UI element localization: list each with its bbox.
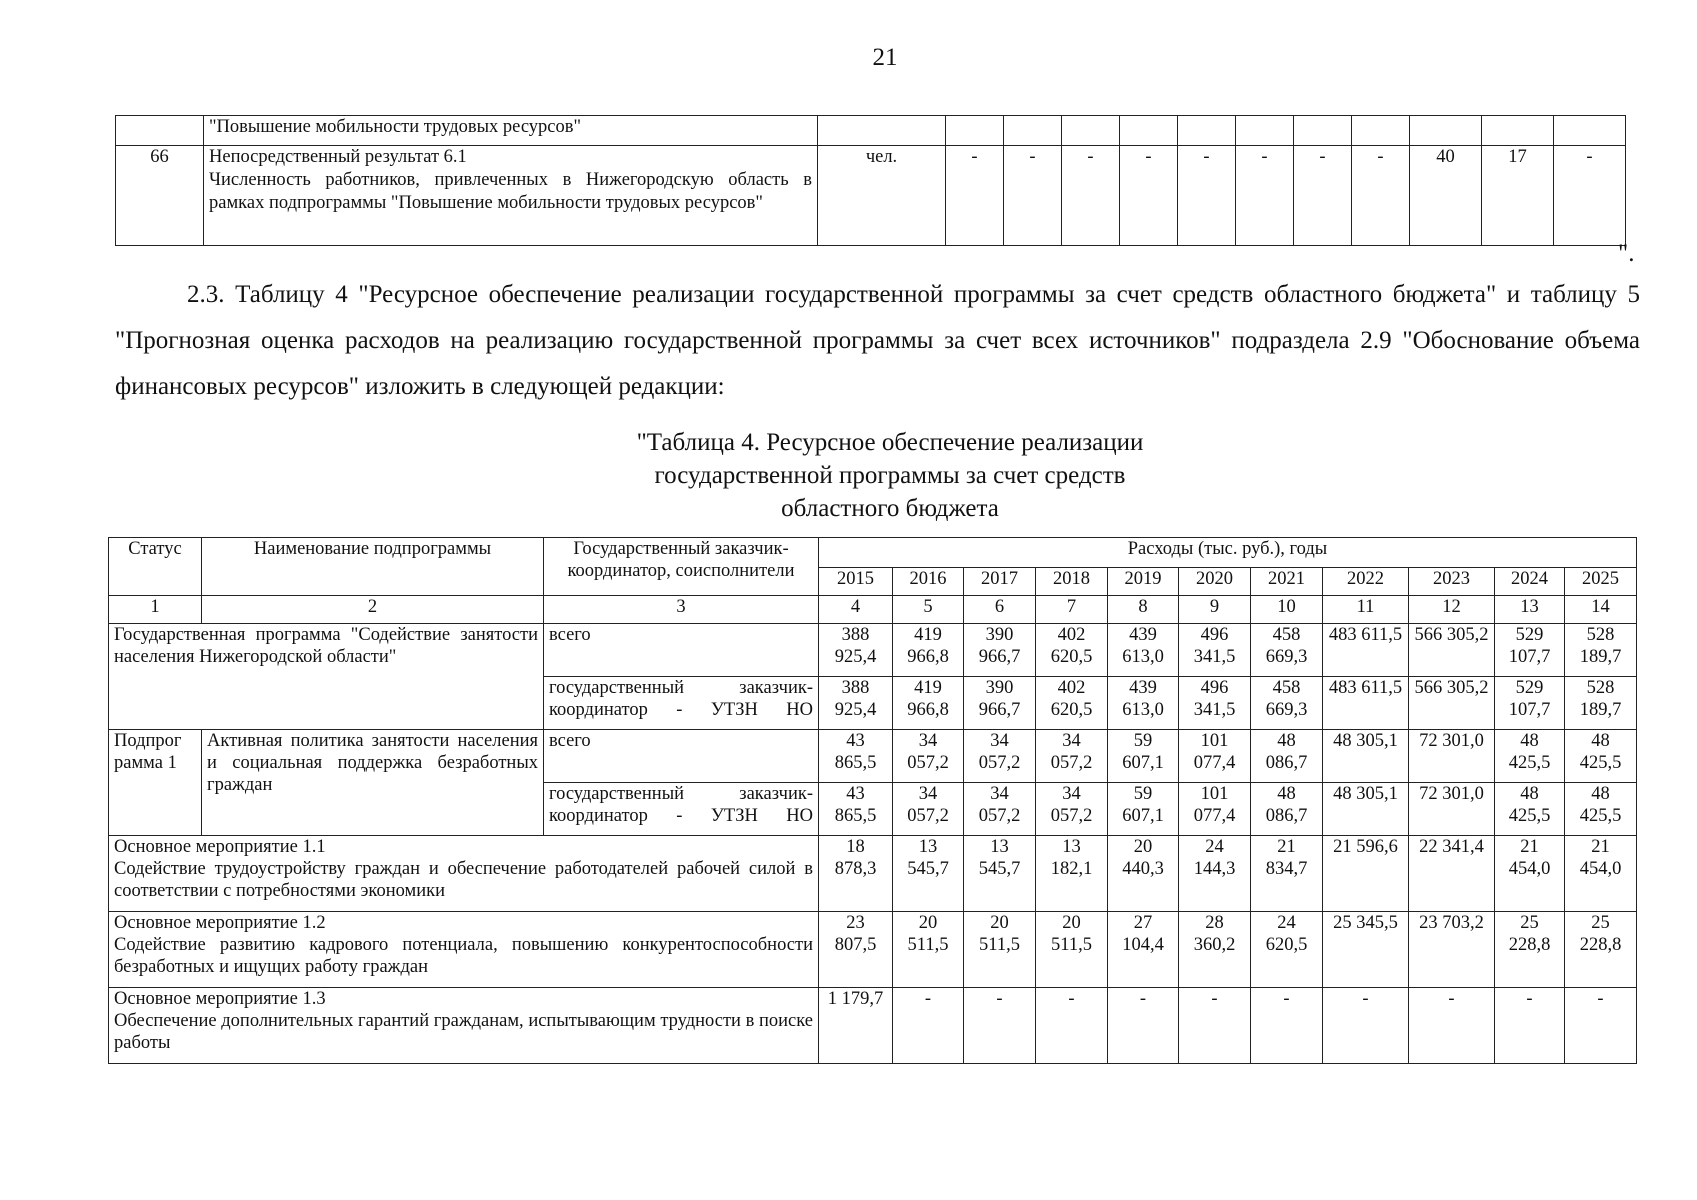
value-cell: 48 425,5: [1565, 730, 1637, 783]
value-cell: 21 596,6: [1323, 836, 1409, 912]
header-year: 2017: [964, 568, 1036, 596]
value-cell: 419 966,8: [893, 624, 964, 677]
table-row: [109, 836, 1637, 912]
body-paragraph: [115, 272, 1640, 410]
column-number: 13: [1495, 596, 1565, 624]
header-expenses: Расходы (тыс. руб.), годы: [819, 538, 1637, 568]
paragraph-text: 2.3. Таблицу 4 "Ресурсное обеспечение реализации государственной программы за счет средств областного бюджета" и таблицу 5 "Прогнозная оценка расходов на реализацию государственной программы за счет всех источников" подраздела 2.9 "Обоснование объема финансовых ресурсов" изложить в следующей редакции:: [115, 281, 1640, 400]
activity-cell: [109, 836, 819, 912]
value-cell: 25 228,8: [1495, 912, 1565, 988]
value-cell: 59 607,1: [1108, 783, 1179, 836]
value-cell: 566 305,2: [1409, 677, 1495, 730]
value-cell: -: [1409, 988, 1495, 1064]
value-cell: 24 620,5: [1251, 912, 1323, 988]
value-cell: 28 360,2: [1179, 912, 1251, 988]
value-cell: 402 620,5: [1036, 624, 1108, 677]
value-cell: 101 077,4: [1179, 730, 1251, 783]
unit-cell: чел.: [818, 146, 946, 246]
table-row: [109, 624, 1637, 677]
value-cell: 439 613,0: [1108, 624, 1179, 677]
value-cell: 20 511,5: [964, 912, 1036, 988]
customer-cell: государственный заказчик-координатор - УТЗН НО: [544, 783, 819, 836]
header-status: Статус: [109, 538, 202, 596]
value-cell: -: [1062, 146, 1120, 246]
subprogram-name: Активная политика занятости населения и социальная поддержка безработных граждан: [202, 730, 544, 836]
value-cell: 24 144,3: [1179, 836, 1251, 912]
column-number: 1: [109, 596, 202, 624]
header-row: [109, 538, 1637, 568]
header-year: 2016: [893, 568, 964, 596]
page-number: 21: [872, 44, 898, 71]
value-cell: -: [1323, 988, 1409, 1064]
value-cell: 528 189,7: [1565, 677, 1637, 730]
value-cell: 48 086,7: [1251, 730, 1323, 783]
header-customer: Государственный заказчик-координатор, соисполнители: [544, 538, 819, 596]
value-cell: 25 228,8: [1565, 912, 1637, 988]
value-cell: 13 545,7: [964, 836, 1036, 912]
value-cell: 566 305,2: [1409, 624, 1495, 677]
table-row: [116, 146, 1626, 246]
header-year: 2022: [1323, 568, 1409, 596]
value-cell: 48 086,7: [1251, 783, 1323, 836]
value-cell: 483 611,5: [1323, 677, 1409, 730]
value-cell: 48 305,1: [1323, 730, 1409, 783]
value-cell: 59 607,1: [1108, 730, 1179, 783]
header-year: 2020: [1179, 568, 1251, 596]
activity-title: Основное мероприятие 1.1: [114, 837, 326, 857]
value-cell: -: [1495, 988, 1565, 1064]
header-year: 2018: [1036, 568, 1108, 596]
value-cell: 23 703,2: [1409, 912, 1495, 988]
value-cell: 48 425,5: [1495, 730, 1565, 783]
activity-description: Обеспечение дополнительных гарантий гражданам, испытывающим трудности в поиске работы: [114, 1011, 813, 1053]
column-number: 9: [1179, 596, 1251, 624]
column-number: 4: [819, 596, 893, 624]
value-cell: 21 454,0: [1565, 836, 1637, 912]
value-cell: 496 341,5: [1179, 677, 1251, 730]
header-year: 2021: [1251, 568, 1323, 596]
value-cell: 27 104,4: [1108, 912, 1179, 988]
value-cell: 483 611,5: [1323, 624, 1409, 677]
value-cell: 25 345,5: [1323, 912, 1409, 988]
indicator-cell: [204, 146, 818, 246]
header-year: 2024: [1495, 568, 1565, 596]
value-cell: 21 454,0: [1495, 836, 1565, 912]
value-cell: 388 925,4: [819, 677, 893, 730]
column-number: 11: [1323, 596, 1409, 624]
customer-cell: государственный заказчик-координатор - УТЗН НО: [544, 677, 819, 730]
column-number: 3: [544, 596, 819, 624]
value-cell: 34 057,2: [893, 730, 964, 783]
table-row: [109, 912, 1637, 988]
column-number: 12: [1409, 596, 1495, 624]
value-cell: 439 613,0: [1108, 677, 1179, 730]
value-cell: -: [946, 146, 1004, 246]
column-number: 5: [893, 596, 964, 624]
column-number-row: [109, 596, 1637, 624]
value-cell: -: [1179, 988, 1251, 1064]
value-cell: 22 341,4: [1409, 836, 1495, 912]
value-cell: 390 966,7: [964, 624, 1036, 677]
table-row: [116, 116, 1626, 146]
value-cell: 18 878,3: [819, 836, 893, 912]
value-cell: -: [1178, 146, 1236, 246]
table-row: [109, 988, 1637, 1064]
value-cell: 72 301,0: [1409, 783, 1495, 836]
activity-description: Содействие трудоустройству граждан и обеспечение работодателей рабочей силой в соответствии с потребностями экономики: [114, 859, 813, 901]
value-cell: 388 925,4: [819, 624, 893, 677]
value-cell: 17: [1482, 146, 1554, 246]
header-name: Наименование подпрограммы: [202, 538, 544, 596]
value-cell: 13 182,1: [1036, 836, 1108, 912]
value-cell: 529 107,7: [1495, 624, 1565, 677]
value-cell: 48 305,1: [1323, 783, 1409, 836]
value-cell: -: [893, 988, 964, 1064]
value-cell: 458 669,3: [1251, 624, 1323, 677]
indicator-title: Непосредственный результат 6.1: [209, 147, 467, 167]
header-year: 2025: [1565, 568, 1637, 596]
value-cell: 34 057,2: [964, 783, 1036, 836]
column-number: 6: [964, 596, 1036, 624]
program-name: Государственная программа "Содействие занятости населения Нижегородской области": [109, 624, 544, 730]
value-cell: 13 545,7: [893, 836, 964, 912]
value-cell: -: [1565, 988, 1637, 1064]
value-cell: -: [1036, 988, 1108, 1064]
resource-table: [108, 537, 1637, 1064]
table-row: [109, 730, 1637, 783]
column-number: 7: [1036, 596, 1108, 624]
activity-title: Основное мероприятие 1.3: [114, 989, 326, 1009]
value-cell: -: [964, 988, 1036, 1064]
column-number: 14: [1565, 596, 1637, 624]
subprogram-heading: "Повышение мобильности трудовых ресурсов": [204, 116, 818, 146]
value-cell: -: [1554, 146, 1626, 246]
row-number: 66: [116, 146, 204, 246]
value-cell: -: [1352, 146, 1410, 246]
column-number: 2: [202, 596, 544, 624]
value-cell: -: [1108, 988, 1179, 1064]
activity-title: Основное мероприятие 1.2: [114, 913, 326, 933]
value-cell: 529 107,7: [1495, 677, 1565, 730]
value-cell: 48 425,5: [1565, 783, 1637, 836]
table-caption: "Таблица 4. Ресурсное обеспечение реализации государственной программы за счет средств областного бюджета: [636, 429, 1144, 522]
value-cell: 20 511,5: [893, 912, 964, 988]
value-cell: 528 189,7: [1565, 624, 1637, 677]
activity-cell: [109, 988, 819, 1064]
column-number: 8: [1108, 596, 1179, 624]
activity-cell: [109, 912, 819, 988]
value-cell: 390 966,7: [964, 677, 1036, 730]
column-number: 10: [1251, 596, 1323, 624]
value-cell: 48 425,5: [1495, 783, 1565, 836]
value-cell: -: [1004, 146, 1062, 246]
value-cell: 43 865,5: [819, 783, 893, 836]
customer-cell: всего: [544, 730, 819, 783]
value-cell: 34 057,2: [893, 783, 964, 836]
value-cell: -: [1120, 146, 1178, 246]
value-cell: 34 057,2: [1036, 730, 1108, 783]
value-cell: 20 440,3: [1108, 836, 1179, 912]
activity-description: Содействие развитию кадрового потенциала, повышению конкурентоспособности безработных и ищущих работу граждан: [114, 935, 813, 977]
indicators-table: [115, 115, 1626, 246]
closing-quote: ".: [1618, 240, 1635, 267]
value-cell: 419 966,8: [893, 677, 964, 730]
value-cell: 402 620,5: [1036, 677, 1108, 730]
value-cell: 101 077,4: [1179, 783, 1251, 836]
value-cell: 458 669,3: [1251, 677, 1323, 730]
indicator-description: Численность работников, привлеченных в Нижегородскую область в рамках подпрограммы "Повышение мобильности трудовых ресурсов": [209, 170, 812, 213]
customer-cell: всего: [544, 624, 819, 677]
value-cell: 40: [1410, 146, 1482, 246]
value-cell: 72 301,0: [1409, 730, 1495, 783]
value-cell: 43 865,5: [819, 730, 893, 783]
value-cell: -: [1294, 146, 1352, 246]
value-cell: 23 807,5: [819, 912, 893, 988]
value-cell: -: [1236, 146, 1294, 246]
value-cell: 21 834,7: [1251, 836, 1323, 912]
value-cell: 496 341,5: [1179, 624, 1251, 677]
header-year: 2015: [819, 568, 893, 596]
value-cell: 20 511,5: [1036, 912, 1108, 988]
value-cell: -: [1251, 988, 1323, 1064]
value-cell: 34 057,2: [1036, 783, 1108, 836]
value-cell: 34 057,2: [964, 730, 1036, 783]
subprogram-status: Подпрог рамма 1: [109, 730, 202, 836]
header-year: 2023: [1409, 568, 1495, 596]
value-cell: 1 179,7: [819, 988, 893, 1064]
header-year: 2019: [1108, 568, 1179, 596]
